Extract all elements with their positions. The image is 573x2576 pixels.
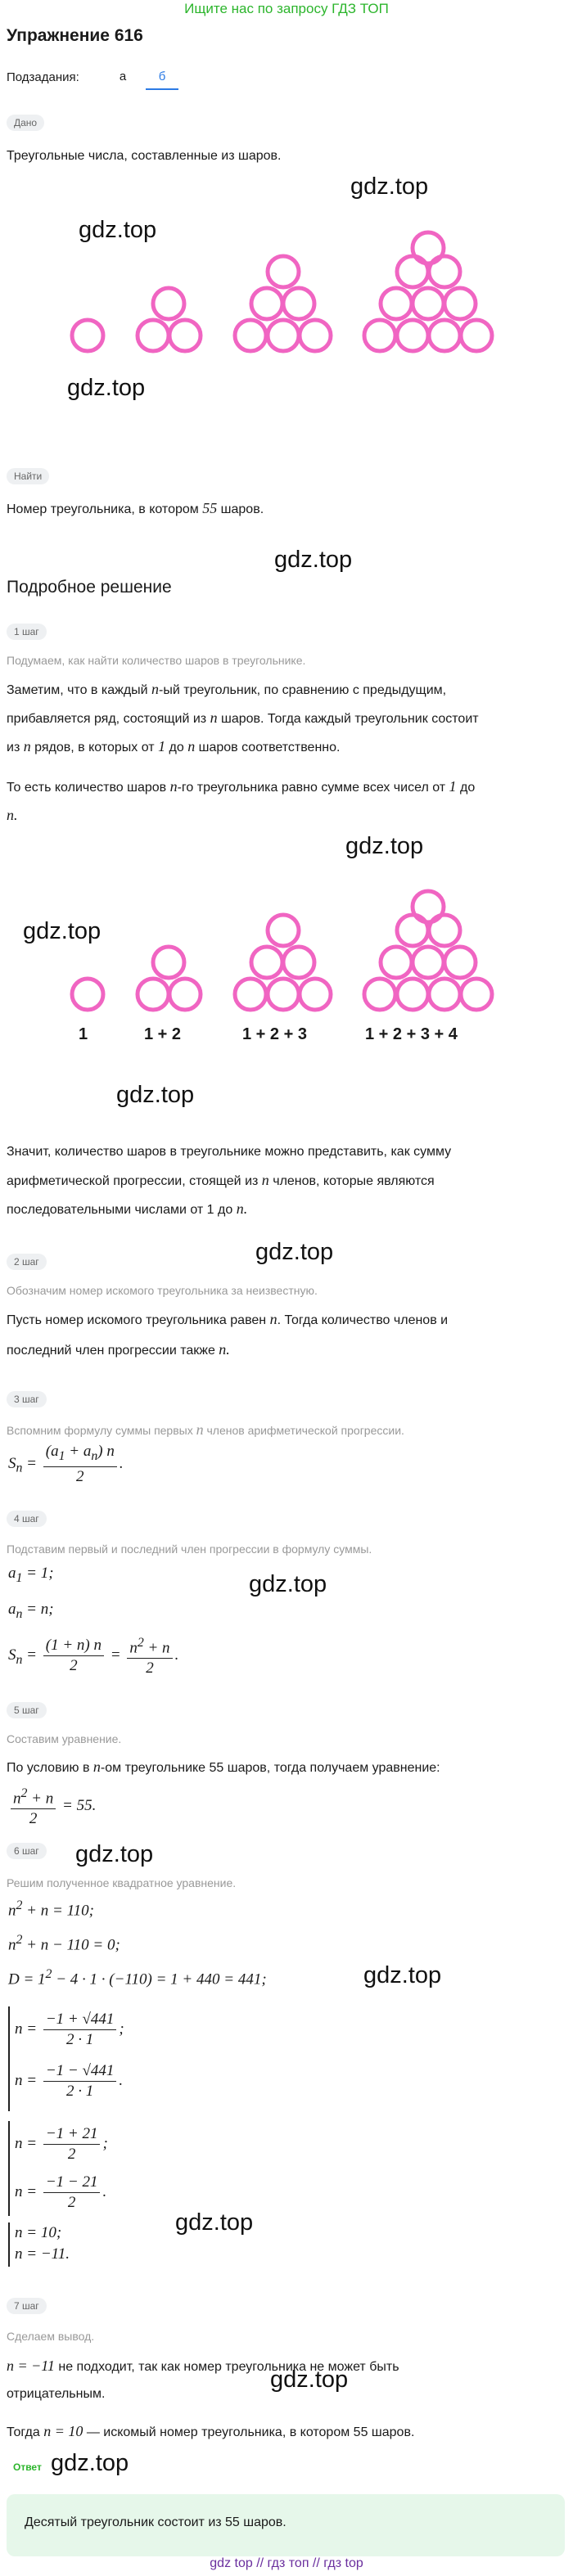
watermark: gdz.top [79,217,157,243]
step-1-after-2: арифметической прогрессии, стоящей из n членов, которые являются [7,1172,435,1188]
formula-sn: $S_n$ = $\frac{(1 + n) n}{2}$ = $\frac{n^2 + n}{2}$ . [8,1633,178,1678]
answer-text: Десятый треугольник состоит из 55 шаров. [25,2515,286,2529]
step-7-hint: Сделаем вывод. [7,2330,95,2343]
sum-label-4: 1 + 2 + 3 + 4 [365,1025,458,1043]
watermark: gdz.top [51,2450,129,2476]
sum-label-1: 1 [79,1025,88,1043]
step-1-line-5: n. [7,807,18,823]
formula-a1: $a_1 = 1$; [8,1565,54,1585]
step-2-line-1: Пусть номер искомого треугольника равен n. Тогда количество членов и [7,1311,449,1327]
subtasks-label: Подзадания: [7,70,79,84]
equation: $\frac{n^2 + n}{2}$ = 55. [8,1784,96,1829]
step-3-tag: 3 шаг [7,1391,47,1407]
step-1-line-1: Заметим, что в каждый n-ый треугольник, по сравнению с предыдущим, [7,681,447,697]
tab-b[interactable]: б [146,65,178,90]
step-1-after-3: последовательными числами от 1 до n. [7,1200,248,1217]
watermark: gdz.top [270,2367,349,2393]
discriminant: $D = 1^2 - 4 \cdot 1 \cdot (-110) = 1 + 440 = 441$; [8,1967,267,1988]
watermark: gdz.top [175,2209,254,2236]
step-5-line-1: По условию в n-ом треугольнике 55 шаров, тогда получаем уравнение: [7,1759,440,1775]
step-5-tag: 5 шаг [7,1702,47,1718]
triangular-numbers-figure-1 [49,225,508,364]
step-2-tag: 2 шаг [7,1254,47,1270]
step-6-tag: 6 шаг [7,1843,47,1859]
step-7-line-1: n = −11 не подходит, так как номер треугольника не может быть [7,2358,399,2374]
step-4-hint: Подставим первый и последний член прогрессии в формулу суммы. [7,1542,372,1556]
roots-system-3: n = 10; n = −11. [8,2222,70,2267]
find-text: Номер треугольника, в котором 55 шаров. [7,500,264,516]
step-1-line-3: из n рядов, в которых от 1 до n шаров соответственно. [7,738,341,754]
watermark: gdz.top [363,1962,442,1988]
step-1-tag: 1 шаг [7,624,47,640]
step-1-line-2: прибавляется ряд, состоящий из n шаров. Тогда каждый треугольник состоит [7,709,479,726]
step-2-line-2: последний член прогрессии также n. [7,1341,230,1358]
formula-an: $a_n = n$; [8,1601,54,1621]
watermark: gdz.top [116,1082,195,1108]
step-6-hint: Решим полученное квадратное уравнение. [7,1876,237,1889]
watermark: gdz.top [67,375,146,401]
step-7-line-2: отрицательным. [7,2387,106,2401]
step-2-hint: Обозначим номер искомого треугольника за неизвестную. [7,1284,318,1297]
watermark: gdz.top [249,1571,327,1597]
given-tag: Дано [7,115,44,131]
watermark: gdz.top [255,1239,334,1265]
sum-label-3: 1 + 2 + 3 [242,1025,307,1043]
eq-1: $n^2 + n = 110$; [8,1898,94,1920]
watermark: gdz.top [345,833,424,859]
sum-label-2: 1 + 2 [144,1025,182,1043]
footer-links[interactable]: gdz top // гдз топ // гдз top [210,2556,363,2570]
page-title: Упражнение 616 [7,26,143,45]
step-1-line-4: То есть количество шаров n-го треугольника равно сумме всех чисел от 1 до [7,778,476,795]
watermark: gdz.top [75,1841,154,1867]
watermark: gdz.top [274,547,353,573]
step-3-hint: Вспомним формулу суммы первых n членов арифметической прогрессии. [7,1421,404,1438]
solution-title: Подробное решение [7,578,172,597]
top-banner[interactable]: Ищите нас по запросу ГДЗ ТОП [184,1,389,16]
given-text: Треугольные числа, составленные из шаров. [7,149,282,163]
roots-system-1: n = $\frac{-1 + √441}{2 \cdot 1}$ ; n = $\frac{-1 - √441}{2 \cdot 1}$ . [8,2006,124,2111]
step-1-after-1: Значит, количество шаров в треугольнике можно представить, как сумму [7,1145,452,1159]
answer-label: Ответ [13,2461,42,2473]
eq-2: $n^2 + n - 110 = 0$; [8,1933,120,1954]
step-4-tag: 4 шаг [7,1511,47,1527]
sum-formula: $S_n$ = $\frac{(a_1 + a_n) n}{2}$ . [8,1443,124,1485]
step-1-hint: Подумаем, как найти количество шаров в треугольнике. [7,654,306,667]
watermark: gdz.top [350,173,429,200]
find-tag: Найти [7,468,49,484]
step-5-hint: Составим уравнение. [7,1732,122,1745]
tab-a[interactable]: а [119,70,127,83]
roots-system-2: n = $\frac{-1 + 21}{2}$ ; n = $\frac{-1 - 21}{2}$ . [8,2121,108,2216]
step-7-line-3: Тогда n = 10 — искомый номер треугольника, в котором 55 шаров. [7,2423,415,2439]
watermark: gdz.top [23,918,102,944]
triangular-numbers-figure-2 [49,884,508,1023]
step-7-tag: 7 шаг [7,2298,47,2314]
